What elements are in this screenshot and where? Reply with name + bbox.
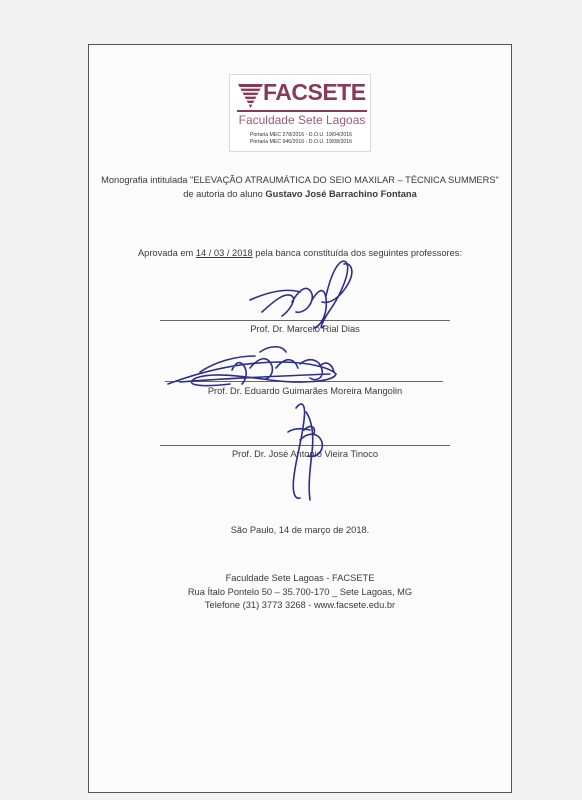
examiner-name-2: Prof. Dr. Eduardo Guimarães Moreira Mangolin [207,386,403,396]
signature-1 [250,261,352,328]
logo-subtitle: Faculdade Sete Lagoas [238,113,366,127]
footer-contact: Telefone (31) 3773 3268 - www.facsete.edu.br [204,600,396,610]
place-date: São Paulo, 14 de março de 2018. [230,525,370,535]
approval-prefix: Aprovada em [137,248,196,258]
examiner-name-1: Prof. Dr. Marcelo Rial Dias [250,324,360,334]
logo-portaria-2: Portaria MEC 946/2016 - D.O.U. 19/08/2016 [249,139,353,145]
signature-2 [168,347,336,386]
footer-institution: Faculdade Sete Lagoas - FACSETE [225,573,375,583]
logo-brand: FACSETE [263,79,366,105]
logo-portaria-1: Portaria MEC 278/2016 - D.O.U. 19/04/2016 [249,132,353,138]
monograph-author-prefix: de autoria do aluno [183,189,266,199]
signature-3 [288,404,322,500]
monograph-title-line: Monografia intitulada "ELEVAÇÃO ATRAUMÁTICA DO SEIO MAXILAR – TÉCNICA SUMMERS" [101,175,499,185]
approval-suffix: pela banca constituída dos seguintes professores: [252,248,463,258]
monograph-author: Gustavo José Barrachino Fontana [265,189,417,199]
examiner-name-3: Prof. Dr. José Antonio Vieira Tinoco [231,449,379,459]
footer-address: Rua Ítalo Pontelo 50 – 35.700-170 _ Sete Lagoas, MG [187,587,413,597]
approval-date: 14 / 03 / 2018 [195,248,253,258]
